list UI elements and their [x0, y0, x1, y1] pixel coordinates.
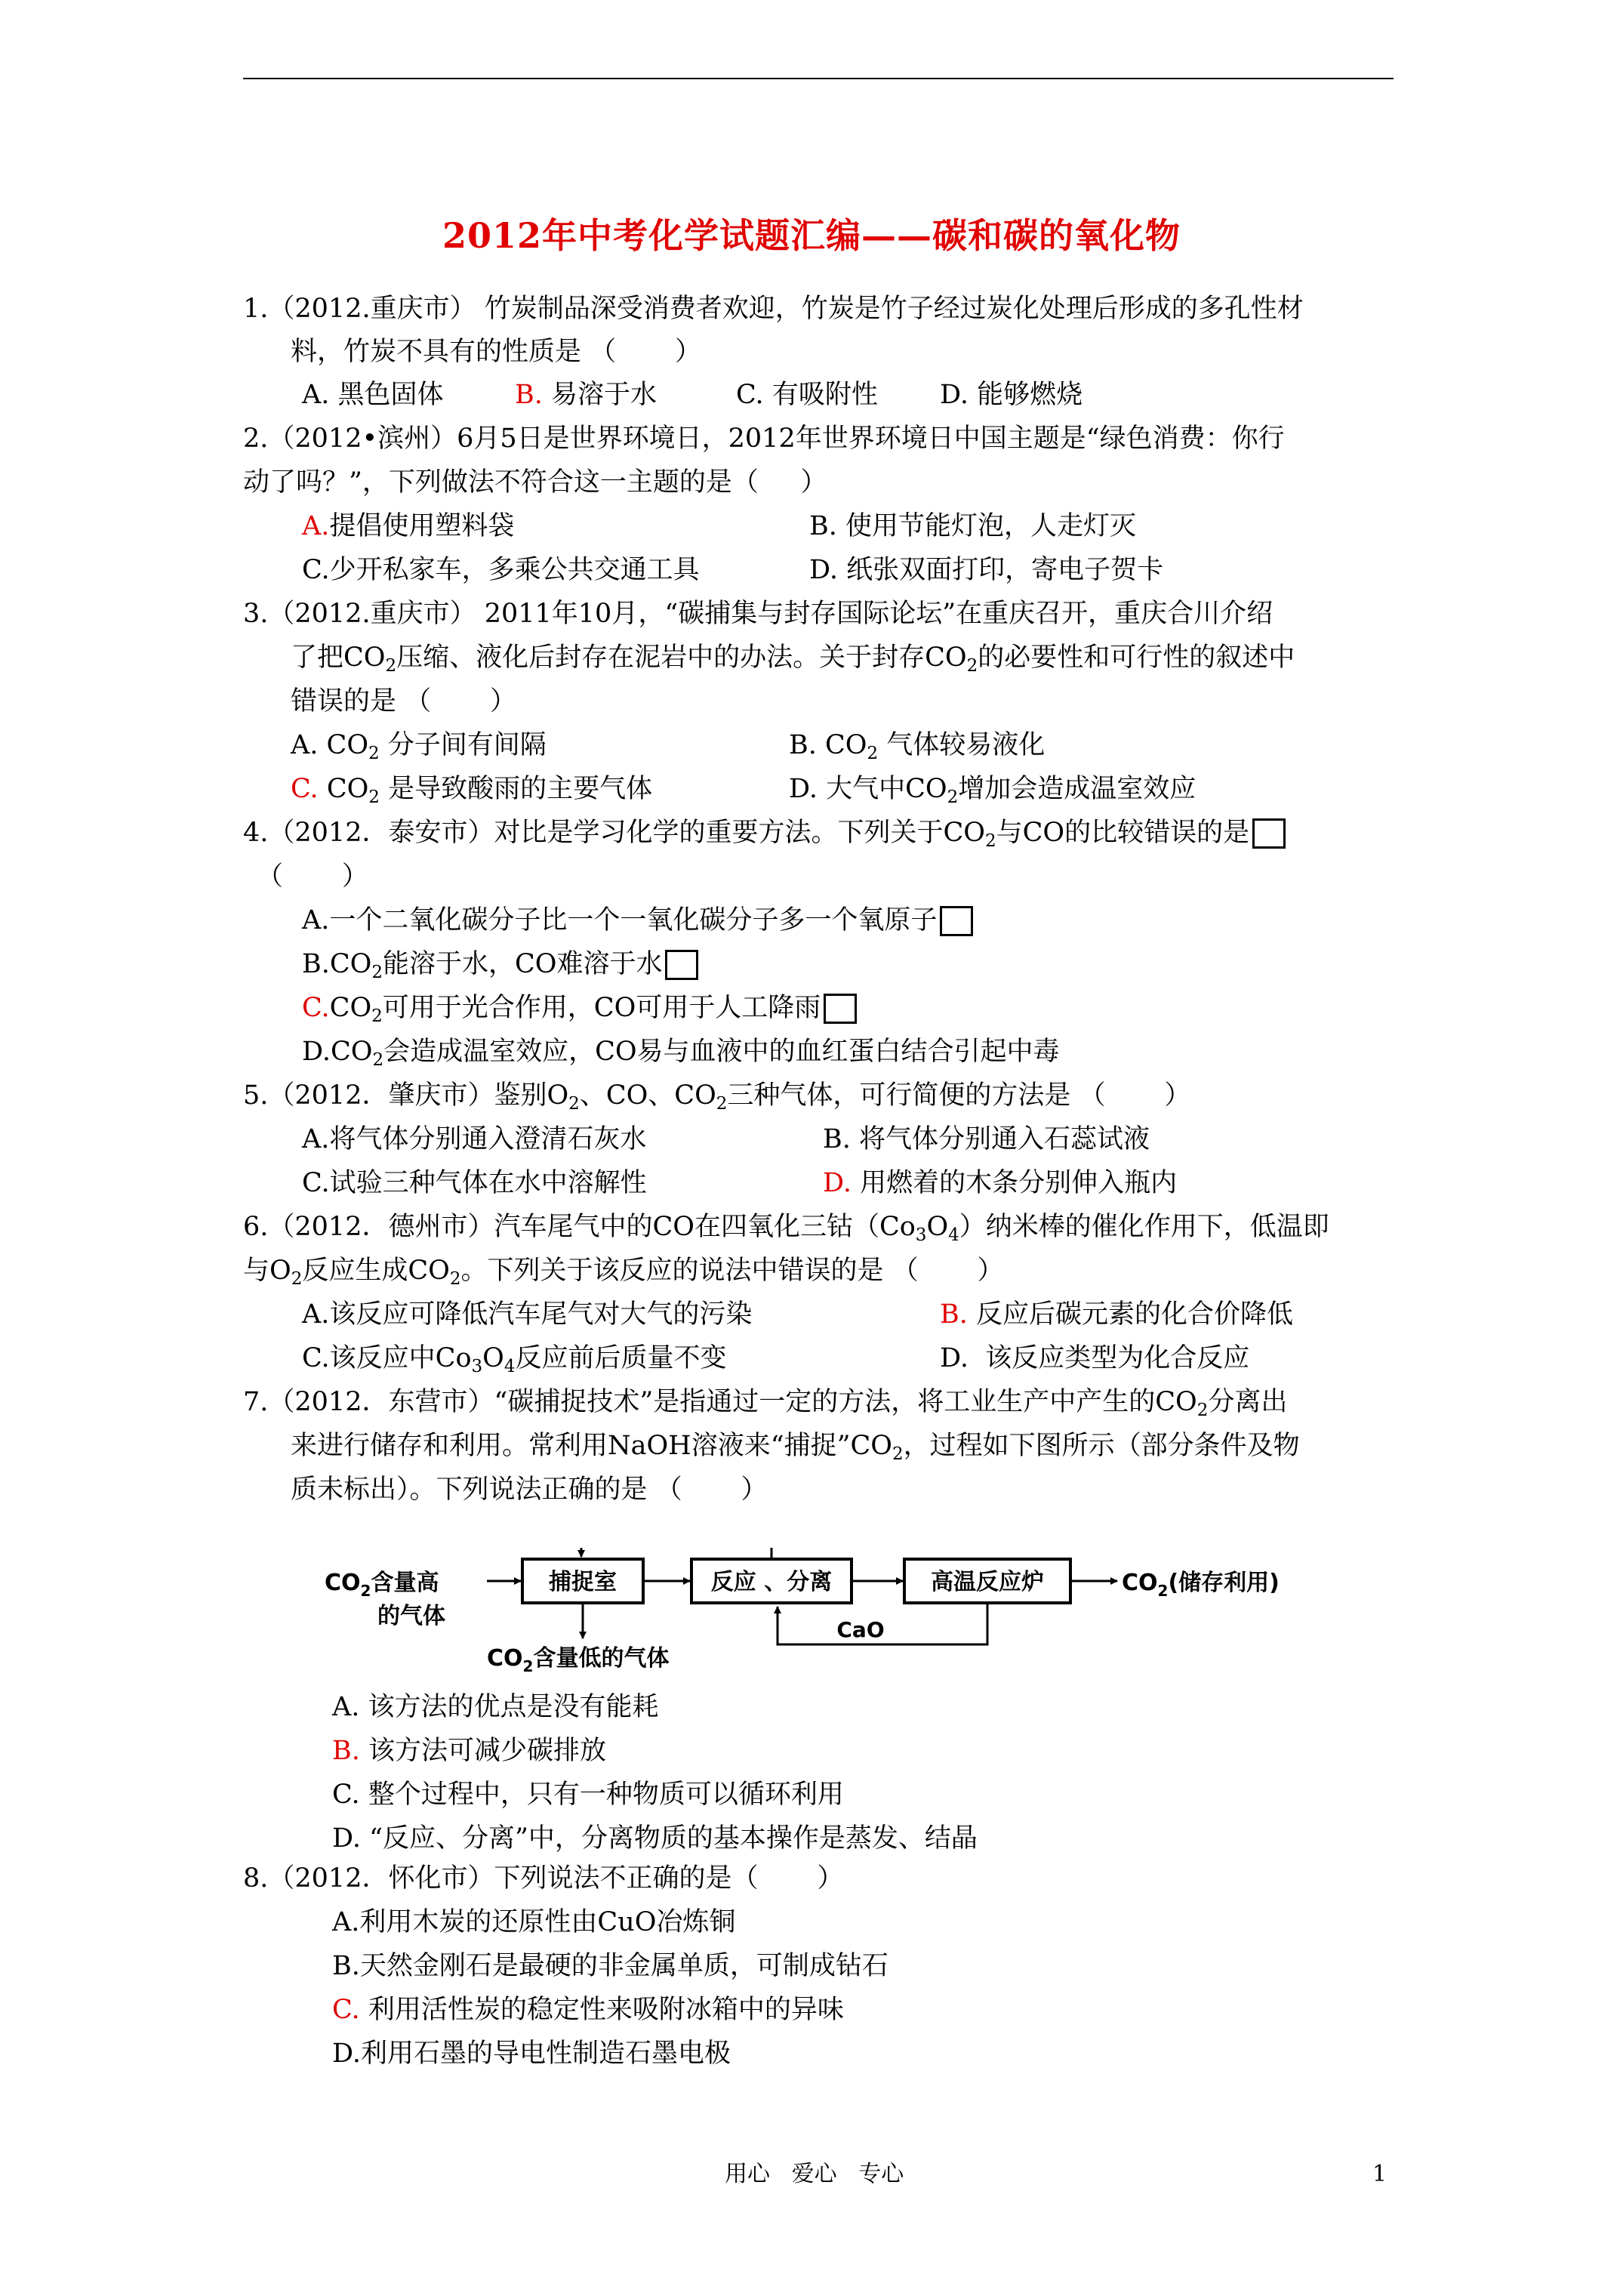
q4-option-c: $C.CO_2$可用于光合作用，CO可用于人工降雨	[302, 991, 857, 1025]
q2-option-c: C.少开私家车，多乘公共交通工具	[302, 555, 700, 585]
q4-line-1: 4.（2012．泰安市）对比是学习化学的重要方法。下列关于$CO_2$与CO的比较错误的是	[243, 815, 1286, 850]
q4-option-d: $D.CO_2$会造成温室效应，CO易与血液中的血红蛋白结合引起中毒	[302, 1037, 1060, 1070]
input-gas-label: $CO_2$含量高	[325, 1570, 439, 1600]
q4-option-b: $B.CO_2$能溶于水，CO难溶于水	[302, 947, 698, 982]
q8-option-b: B.天然金刚石是最硬的非金属单质，可制成钻石	[332, 1951, 888, 1981]
q7-line-3: 质未标出）。下列说法正确的是 （ ）	[291, 1475, 768, 1505]
q7-option-d: D. “反应、分离”中，分离物质的基本操作是蒸发、结晶	[332, 1823, 978, 1854]
q6-line-2: 与$O_2$反应生成$CO_2$。下列关于该反应的说法中错误的是 （ ）	[243, 1256, 1004, 1289]
q3-line-1: 3.（2012.重庆市） 2011年10月，“碳捕集与封存国际论坛”在重庆召开，重庆合川介绍	[243, 599, 1273, 629]
q8-option-d: D.利用石墨的导电性制造石墨电极	[332, 2039, 731, 2069]
answer-box	[940, 906, 973, 936]
q6-option-b: B. 反应后碳元素的化合价降低	[940, 1299, 1294, 1330]
q8-option-c: C. 利用活性炭的稳定性来吸附冰箱中的异味	[332, 1995, 844, 2025]
q5-option-b: B. 将气体分别通入石蕊试液	[823, 1124, 1150, 1154]
q6-option-a: A.该反应可降低汽车尾气对大气的污染	[302, 1299, 753, 1330]
q3-option-b: B. $CO_2$ 气体较易液化	[789, 730, 1046, 763]
output-label: $CO_2$(储存利用)	[1122, 1570, 1280, 1600]
q1-line-2: 料，竹炭不具有的性质是 （ ）	[291, 337, 702, 367]
q5-line-1: 5.（2012．肇庆市）鉴别$O_2$、CO、$CO_2$三种气体，可行简便的方法是 （ ）	[243, 1080, 1191, 1114]
answer-box	[1252, 818, 1286, 849]
q2-line-2: 动了吗？”，下列做法不符合这一主题的是（ ）	[243, 467, 827, 498]
q1-option-a: A. 黑色固体	[302, 380, 444, 410]
q2-option-b: B. 使用节能灯泡，人走灯灭	[809, 511, 1137, 541]
page-title: 2012年中考化学试题汇编——碳和碳的氧化物	[442, 215, 1181, 256]
q3-option-a: A. $CO_2$ 分子间有间隔	[291, 730, 547, 763]
answer-box	[665, 950, 698, 980]
q1-option-d: D. 能够燃烧	[940, 380, 1083, 410]
q5-option-a: A.将气体分别通入澄清石灰水	[302, 1124, 647, 1154]
q3-option-d: D. 大气中$CO_2$增加会造成温室效应	[789, 774, 1196, 807]
q1-line-1: 1.（2012.重庆市） 竹炭制品深受消费者欢迎，竹炭是竹子经过炭化处理后形成的多孔性材	[243, 294, 1304, 324]
low-co2-gas-label: $CO_2$含量低的气体	[487, 1645, 670, 1675]
input-gas-label-2: 的气体	[377, 1603, 445, 1629]
return-arrow	[581, 1548, 771, 1559]
q4-line-2: （ ）	[257, 861, 368, 892]
q5-option-c: C.试验三种气体在水中溶解性	[302, 1168, 647, 1198]
footer-motto: 用心 爱心 专心	[725, 2161, 904, 2187]
q2-option-d: D. 纸张双面打印，寄电子贺卡	[809, 555, 1164, 585]
q3-line-3: 错误的是 （ ）	[291, 686, 517, 717]
furnace-label: 高温反应炉	[931, 1569, 1044, 1595]
q6-option-d: D. 该反应类型为化合反应	[940, 1343, 1250, 1373]
header-rule	[243, 78, 1394, 79]
q3-line-2: 了把$CO_2$压缩、液化后封存在泥岩中的办法。关于封存$CO_2$的必要性和可行性的叙述中	[291, 643, 1295, 676]
q2-line-1: 2.（2012•滨州）6月5日是世界环境日，2012年世界环境日中国主题是“绿色消费：你行	[243, 424, 1285, 454]
q7-option-c: C. 整个过程中，只有一种物质可以循环利用	[332, 1780, 844, 1810]
q5-option-d: D. 用燃着的木条分别伸入瓶内	[823, 1168, 1178, 1198]
q1-option-c: C. 有吸附性	[736, 380, 878, 410]
capture-chamber-label: 捕捉室	[549, 1569, 617, 1595]
q6-option-c: C.该反应中$Co_3O_4$反应前后质量不变	[302, 1343, 727, 1376]
q8-option-a: A.利用木炭的还原性由CuO冶炼铜	[332, 1907, 736, 1937]
cao-label: CaO	[836, 1617, 885, 1642]
q7-option-b: B. 该方法可减少碳排放	[332, 1736, 607, 1766]
q8-line-1: 8.（2012．怀化市）下列说法不正确的是（ ）	[243, 1863, 844, 1894]
reaction-separation-label: 反应 、分离	[710, 1569, 833, 1595]
q4-option-a: A.一个二氧化碳分子比一个一氧化碳分子多一个氧原子	[302, 903, 973, 938]
q7-line-1: 7.（2012．东营市）“碳捕捉技术”是指通过一定的方法，将工业生产中产生的$CO_2$分离出	[243, 1387, 1288, 1420]
answer-box	[824, 994, 857, 1024]
carbon-capture-flow-diagram	[317, 1548, 1329, 1699]
q7-line-2: 来进行储存和利用。常利用NaOH溶液来“捕捉$”CO_2$，过程如下图所示（部分条件及物	[291, 1431, 1300, 1464]
q2-option-a: A.提倡使用塑料袋	[302, 511, 515, 541]
q7-option-a: A. 该方法的优点是没有能耗	[332, 1692, 659, 1722]
q3-option-c: C. $CO_2$ 是导致酸雨的主要气体	[291, 774, 653, 807]
q6-line-1: 6.（2012．德州市）汽车尾气中的CO在四氧化三钴$(Co_3O_4)$纳米棒的催化作用下，低温即	[243, 1212, 1329, 1245]
q1-option-b: B. 易溶于水	[515, 380, 658, 410]
page-number: 1	[1372, 2161, 1387, 2187]
